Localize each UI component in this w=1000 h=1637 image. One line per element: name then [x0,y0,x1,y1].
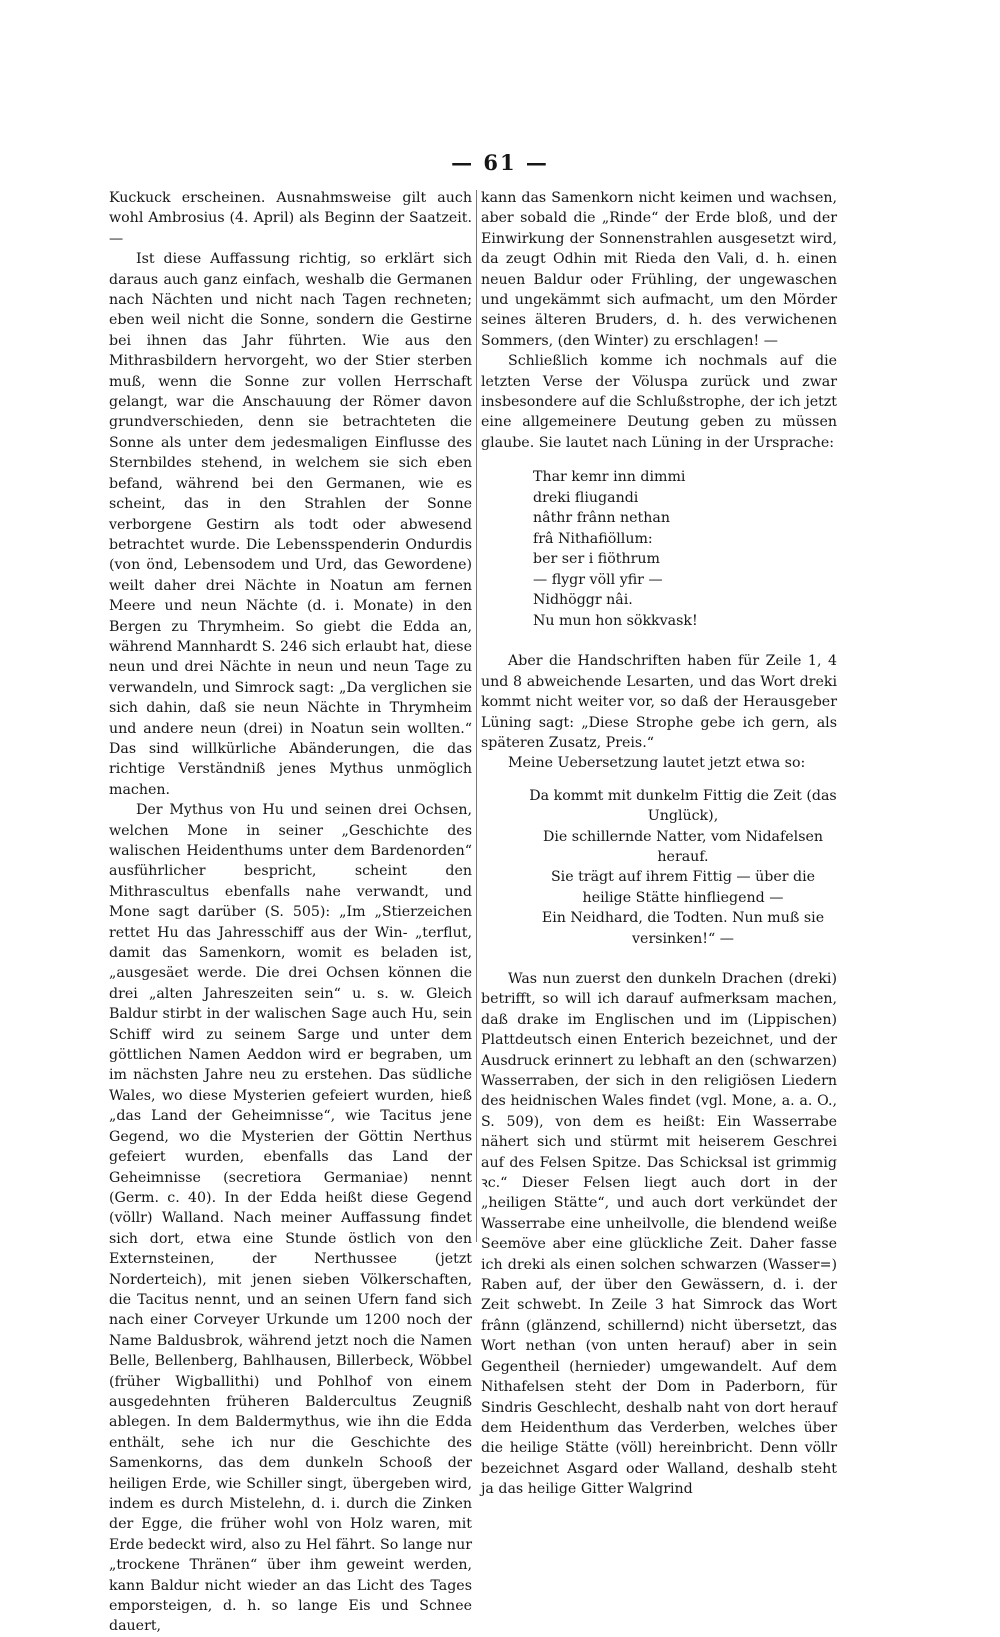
left-column [109,188,472,1637]
left-paragraph-3: Der Mythus von Hu und seinen drei Ochsen, welchen Mone in seiner „Geschichte des walischen Heidenthums unter dem Bardenorden“ ausführlicher bespricht, scheint den Mithrascultus ebenfalls nahe verwandt, und Mone sagt darüber (S. 505): „Im „Stierzeichen rettet Hu das Jahresschiff aus der Win- „terflut, damit das Samenkorn, womit es beladen ist, „ausgesäet werde. Die drei Ochsen können die drei „alten Jahreszeiten sein“ u. s. w. Gleich Baldur stirbt in der walischen Sage auch Hu, sein Schiff wird zu seinem Sarge und unter dem göttlichen Namen Aeddon wird er begraben, um im nächsten Jahre neu zu erstehen. Das südliche Wales, wo diese Mysterien gefeiert wurden, hieß „das Land der Geheimnisse“, wie Tacitus jene Gegend, wo die Mysterien der Göttin Nerthus gefeiert wurden, ebenfalls das Land der Geheimnisse (secretiora Germaniae) nennt (Germ. c. 40). In der Edda heißt diese Gegend (völlr) Walland. Nach meiner Auffassung findet sich dort, etwa eine Stunde östlich von den Externsteinen, der Nerthussee (jetzt Norderteich), mit jenen sieben Völkerschaften, die Tacitus nennt, und an seinen Ufern fand sich nach einer Corveyer Urkunde um 1200 noch der Name Baldusbrok, während jetzt noch die Namen Belle, Bellenberg, Bahlhausen, Billerbeck, Wöbbel (früher Wigballithi) und Pohlhof von einem ausgedehnten früheren Baldercultus Zeugniß ablegen. In dem Baldermythus, wie ihn die Edda enthält, sehe ich nur die Geschichte des Samenkorns, das dem dunkeln Schooß der heiligen Erde, wie Schiller singt, übergeben wird, indem es durch Mistelehn, d. i. durch die Zinken der Egge, die früher wohl von Holz waren, mit Erde bedeckt wird, also zu Hel fährt. So lange nur „trockene Thränen“ über ihm geweint werden, kann Baldur nicht wieder an das Licht des Tages emporsteigen, d. h. so lange Eis und Schnee dauert, [109,802,472,1635]
poem-line: — flygr völl yfir — [533,571,663,588]
poem-line: nâthr frânn nethan [533,510,670,527]
translation-line: Sie trägt auf ihrem Fittig — über die heilige Stätte hinfliegend — [550,869,816,906]
left-paragraph-1: Kuckuck erscheinen. Ausnahmsweise gilt auch wohl Ambrosius (4. April) als Beginn der Saatzeit. — [109,190,472,247]
translation-verse [529,786,837,949]
poem-line: frâ Nithafiöllum: [533,530,653,547]
poem-line: dreki fliugandi [533,489,639,506]
poem-line: Thar kemr inn dimmi [533,469,686,486]
right-column [481,188,837,1500]
poem-line: ber ser i fiöthrum [533,551,661,568]
translation-line: Die schillernde Natter, vom Nidafelsen herauf. [542,828,824,865]
right-paragraph-1: kann das Samenkorn nicht keimen und wachsen, aber sobald die „Rinde“ der Erde bloß, und der Einwirkung der Sonnenstrahlen ausgesetzt wird, da zeugt Odhin mit Rieda den Vali, d. h. einen neuen Baldur oder Frühling, der ungewaschen und ungekämmt sich aufmacht, um den Mörder seines älteren Bruders, d. h. des verwichenen Sommers, (den Winter) zu erschlagen! — [481,190,837,349]
old-norse-poem [533,467,837,631]
left-paragraph-2: Ist diese Auffassung richtig, so erklärt sich daraus auch ganz einfach, weshalb die Germanen nach Nächten und nicht nach Tagen rechneten; eben weil nicht die Sonne, sondern die Gestirne bei ihnen das Jahr führten. Wie aus den Mithrasbildern hervorgeht, wo der Stier sterben muß, wenn die Sonne zur vollen Herrschaft gelangt, war die Anschauung der Römer davon grundverschieden, denn sie betrachteten die Sonne als unter dem jedesmaligen Einflusse des Sternbildes stehend, in welchem sie sich eben befand, während bei den Germanen, wie es scheint, das in den Strahlen der Sonne verborgene Gestirn als todt oder abwesend betrachtet wurde. Die Lebensspenderin Ondurdis (von önd, Lebensodem und Urd, das Gewordene) weilt daher drei Nächte in Noatun am fernen Meere und neun Nächte (d. i. Monate) in den Bergen zu Thrymheim. So giebt die Edda an, während Mannhardt S. 246 sich erlaubt hat, diese neun und drei Nächte in neun und neun Tage zu verwandeln, und Simrock sagt: „Da verglichen sie sich dahin, daß sie neun Nächte in Thrymheim und andere neun (drei) in Noatun sein wollten.“ Das sind willkürliche Abänderungen, die das richtige Verständniß jenes Mythus unmöglich machen. [109,251,472,798]
poem-line: Nu mun hon sökkvask! [533,612,698,629]
page-number: — 61 — [451,150,549,175]
translation-line: Da kommt mit dunkelm Fittig die Zeit (das Unglück), [529,787,837,825]
right-paragraph-4: Meine Uebersetzung lautet jetzt etwa so: [508,755,806,772]
right-paragraph-5: Was nun zuerst den dunkeln Drachen (dreki) betrifft, so will ich darauf aufmerksam machen, daß drake im Englischen und im (Lippischen) Plattdeutsch einen Enterich bezeichnet, und der Ausdruck erinnert zu lebhaft an den (schwarzen) Wasserraben, der sich in den religiösen Liedern des heidnischen Wales findet (vgl. Mone, a. a. O., S. 509), von dem es heißt: Ein Wasserrabe nähert sich und stürmt mit heiserem Geschrei auf des Felsen Spitze. Das Schicksal ist grimmig ꝛc.“ Dieser Felsen liegt auch dort in der „heiligen Stätte“, und auch dort verkündet der Wasserrabe eine unheilvolle, die blendend weiße Seemöve aber eine glückliche Zeit. Daher fasse ich dreki als einen solchen schwarzen (Wasser=) Raben auf, der über den Gewässern, d. i. der Zeit schwebt. In Zeile 3 hat Simrock das Wort frânn (glänzend, schillernd) nicht übersetzt, das Wort nethan (von unten herauf) aber in sein Gegentheil (hernieder) umgewandelt. Auf dem Nithafelsen steht der Dom in Paderborn, für Sindris Geschlecht, deshalb naht von dort herauf dem Heidenthum das Verderben, welches über die heilige Stätte (völl) hereinbricht. Denn völlr bezeichnet Asgard oder Walland, deshalb steht ja das heilige Gitter Walgrind [481,970,837,1498]
right-paragraph-2: Schließlich komme ich nochmals auf die letzten Verse der Völuspa zurück und zwar insbesondere auf die Schlußstrophe, der ich jetzt eine allgemeinere Deutung geben zu müssen glaube. Sie lautet nach Lüning in der Ursprache: [481,353,837,451]
poem-line: Nidhöggr nâi. [533,592,633,609]
column-divider [476,190,477,1242]
right-paragraph-3: Aber die Handschriften haben für Zeile 1, 4 und 8 abweichende Lesarten, und das Wort dreki kommt nicht weiter vor, so daß der Herausgeber Lüning sagt: „Diese Strophe gebe ich gern, als späteren Zusatz, Preis.“ [481,653,837,751]
translation-line: Ein Neidhard, die Todten. Nun muß sie versinken!“ — [541,910,825,947]
